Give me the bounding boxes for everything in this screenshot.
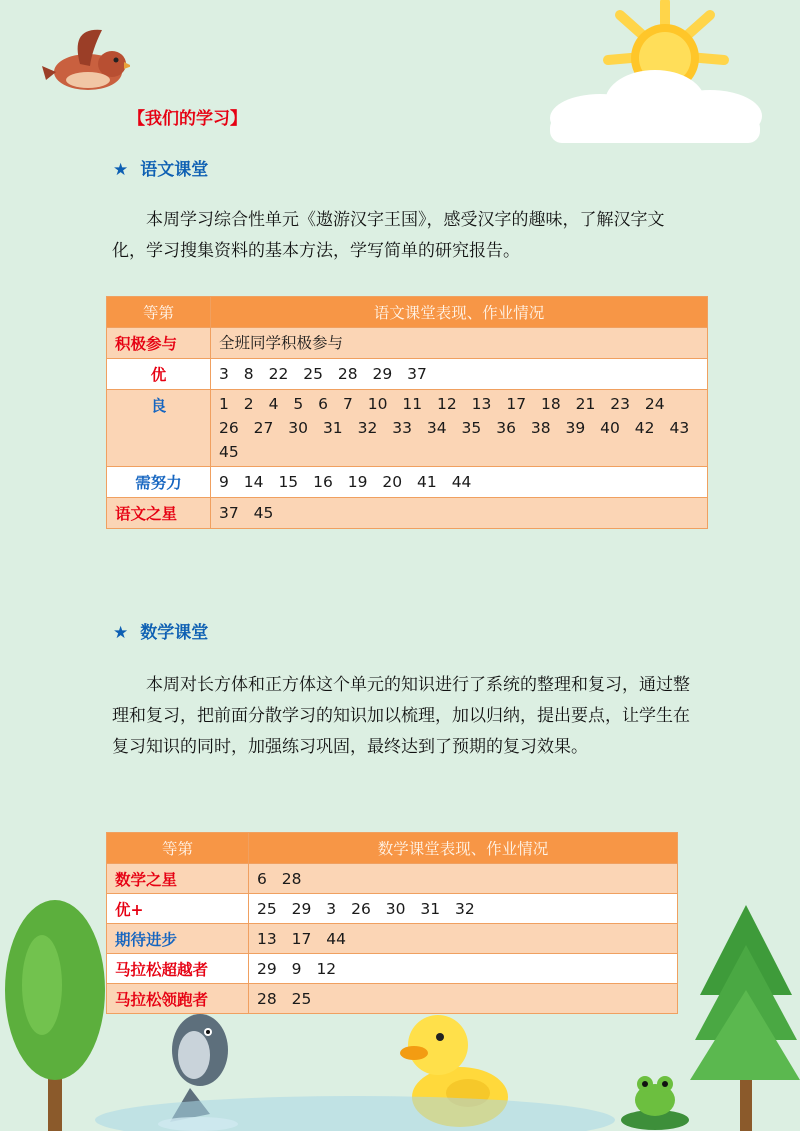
math-table (106, 832, 678, 1014)
row-value: 6 28 (249, 864, 678, 894)
row-label: 马拉松领跑者 (107, 984, 249, 1014)
cloud-icon (540, 68, 770, 143)
math-heading-text: 数学课堂 (140, 623, 209, 643)
row-value: 28 25 (249, 984, 678, 1014)
table-row (107, 359, 708, 390)
row-value: 13 17 44 (249, 924, 678, 954)
tree-icon (690, 900, 800, 1131)
pond (90, 1080, 620, 1131)
row-value: 全班同学积极参与 (211, 328, 708, 359)
table-row (107, 467, 708, 498)
row-label: 马拉松超越者 (107, 954, 249, 984)
row-label: 积极参与 (107, 328, 211, 359)
row-label: 语文之星 (107, 498, 211, 529)
chinese-paragraph: 本周学习综合性单元《遨游汉字王国》，感受汉字的趣味，了解汉字文化，学习搜集资料的基本方法，学写简单的研究报告。 (112, 210, 665, 261)
row-value: 29 9 12 (249, 954, 678, 984)
table-row (107, 498, 708, 529)
header-performance: 语文课堂表现、作业情况 (211, 297, 708, 328)
header-grade: 等第 (107, 297, 211, 328)
row-label: 数学之星 (107, 864, 249, 894)
row-value: 37 45 (211, 498, 708, 529)
table-row (107, 864, 678, 894)
chinese-table (106, 296, 708, 529)
row-value: 1 2 4 5 6 7 10 11 12 13 17 18 21 23 24 26 27 30 31 32 33 34 35 36 38 39 40 42 43 45 (211, 390, 708, 467)
row-label: 优 (107, 359, 211, 390)
table-row (107, 390, 708, 467)
table-row (107, 924, 678, 954)
row-label: 需努力 (107, 467, 211, 498)
bird-icon (40, 22, 130, 102)
table-row (107, 328, 708, 359)
frog-icon (620, 1062, 690, 1131)
table-row (107, 894, 678, 924)
row-label: 期待进步 (107, 924, 249, 954)
header-grade: 等第 (107, 833, 249, 864)
row-value: 9 14 15 16 19 20 41 44 (211, 467, 708, 498)
chinese-heading (113, 155, 208, 180)
table-row (107, 984, 678, 1014)
row-value: 3 8 22 25 28 29 37 (211, 359, 708, 390)
row-label: 优+ (107, 894, 249, 924)
row-label: 良 (107, 390, 211, 467)
row-value: 25 29 3 26 30 31 32 (249, 894, 678, 924)
star-icon: ★ (113, 623, 129, 643)
chinese-heading-text: 语文课堂 (140, 160, 209, 180)
header-performance: 数学课堂表现、作业情况 (249, 833, 678, 864)
section-title: 【我们的学习】 (128, 109, 247, 129)
table-header-row (107, 833, 678, 864)
table-header-row (107, 297, 708, 328)
math-paragraph: 本周对长方体和正方体这个单元的知识进行了系统的整理和复习，通过整理和复习，把前面分散学习的知识加以梳理，加以归纳，提出要点，让学生在复习知识的同时，加强练习巩固，最终达到了预期的复习效果。 (112, 675, 690, 757)
math-heading (113, 618, 208, 643)
table-row (107, 954, 678, 984)
star-icon: ★ (113, 160, 129, 180)
